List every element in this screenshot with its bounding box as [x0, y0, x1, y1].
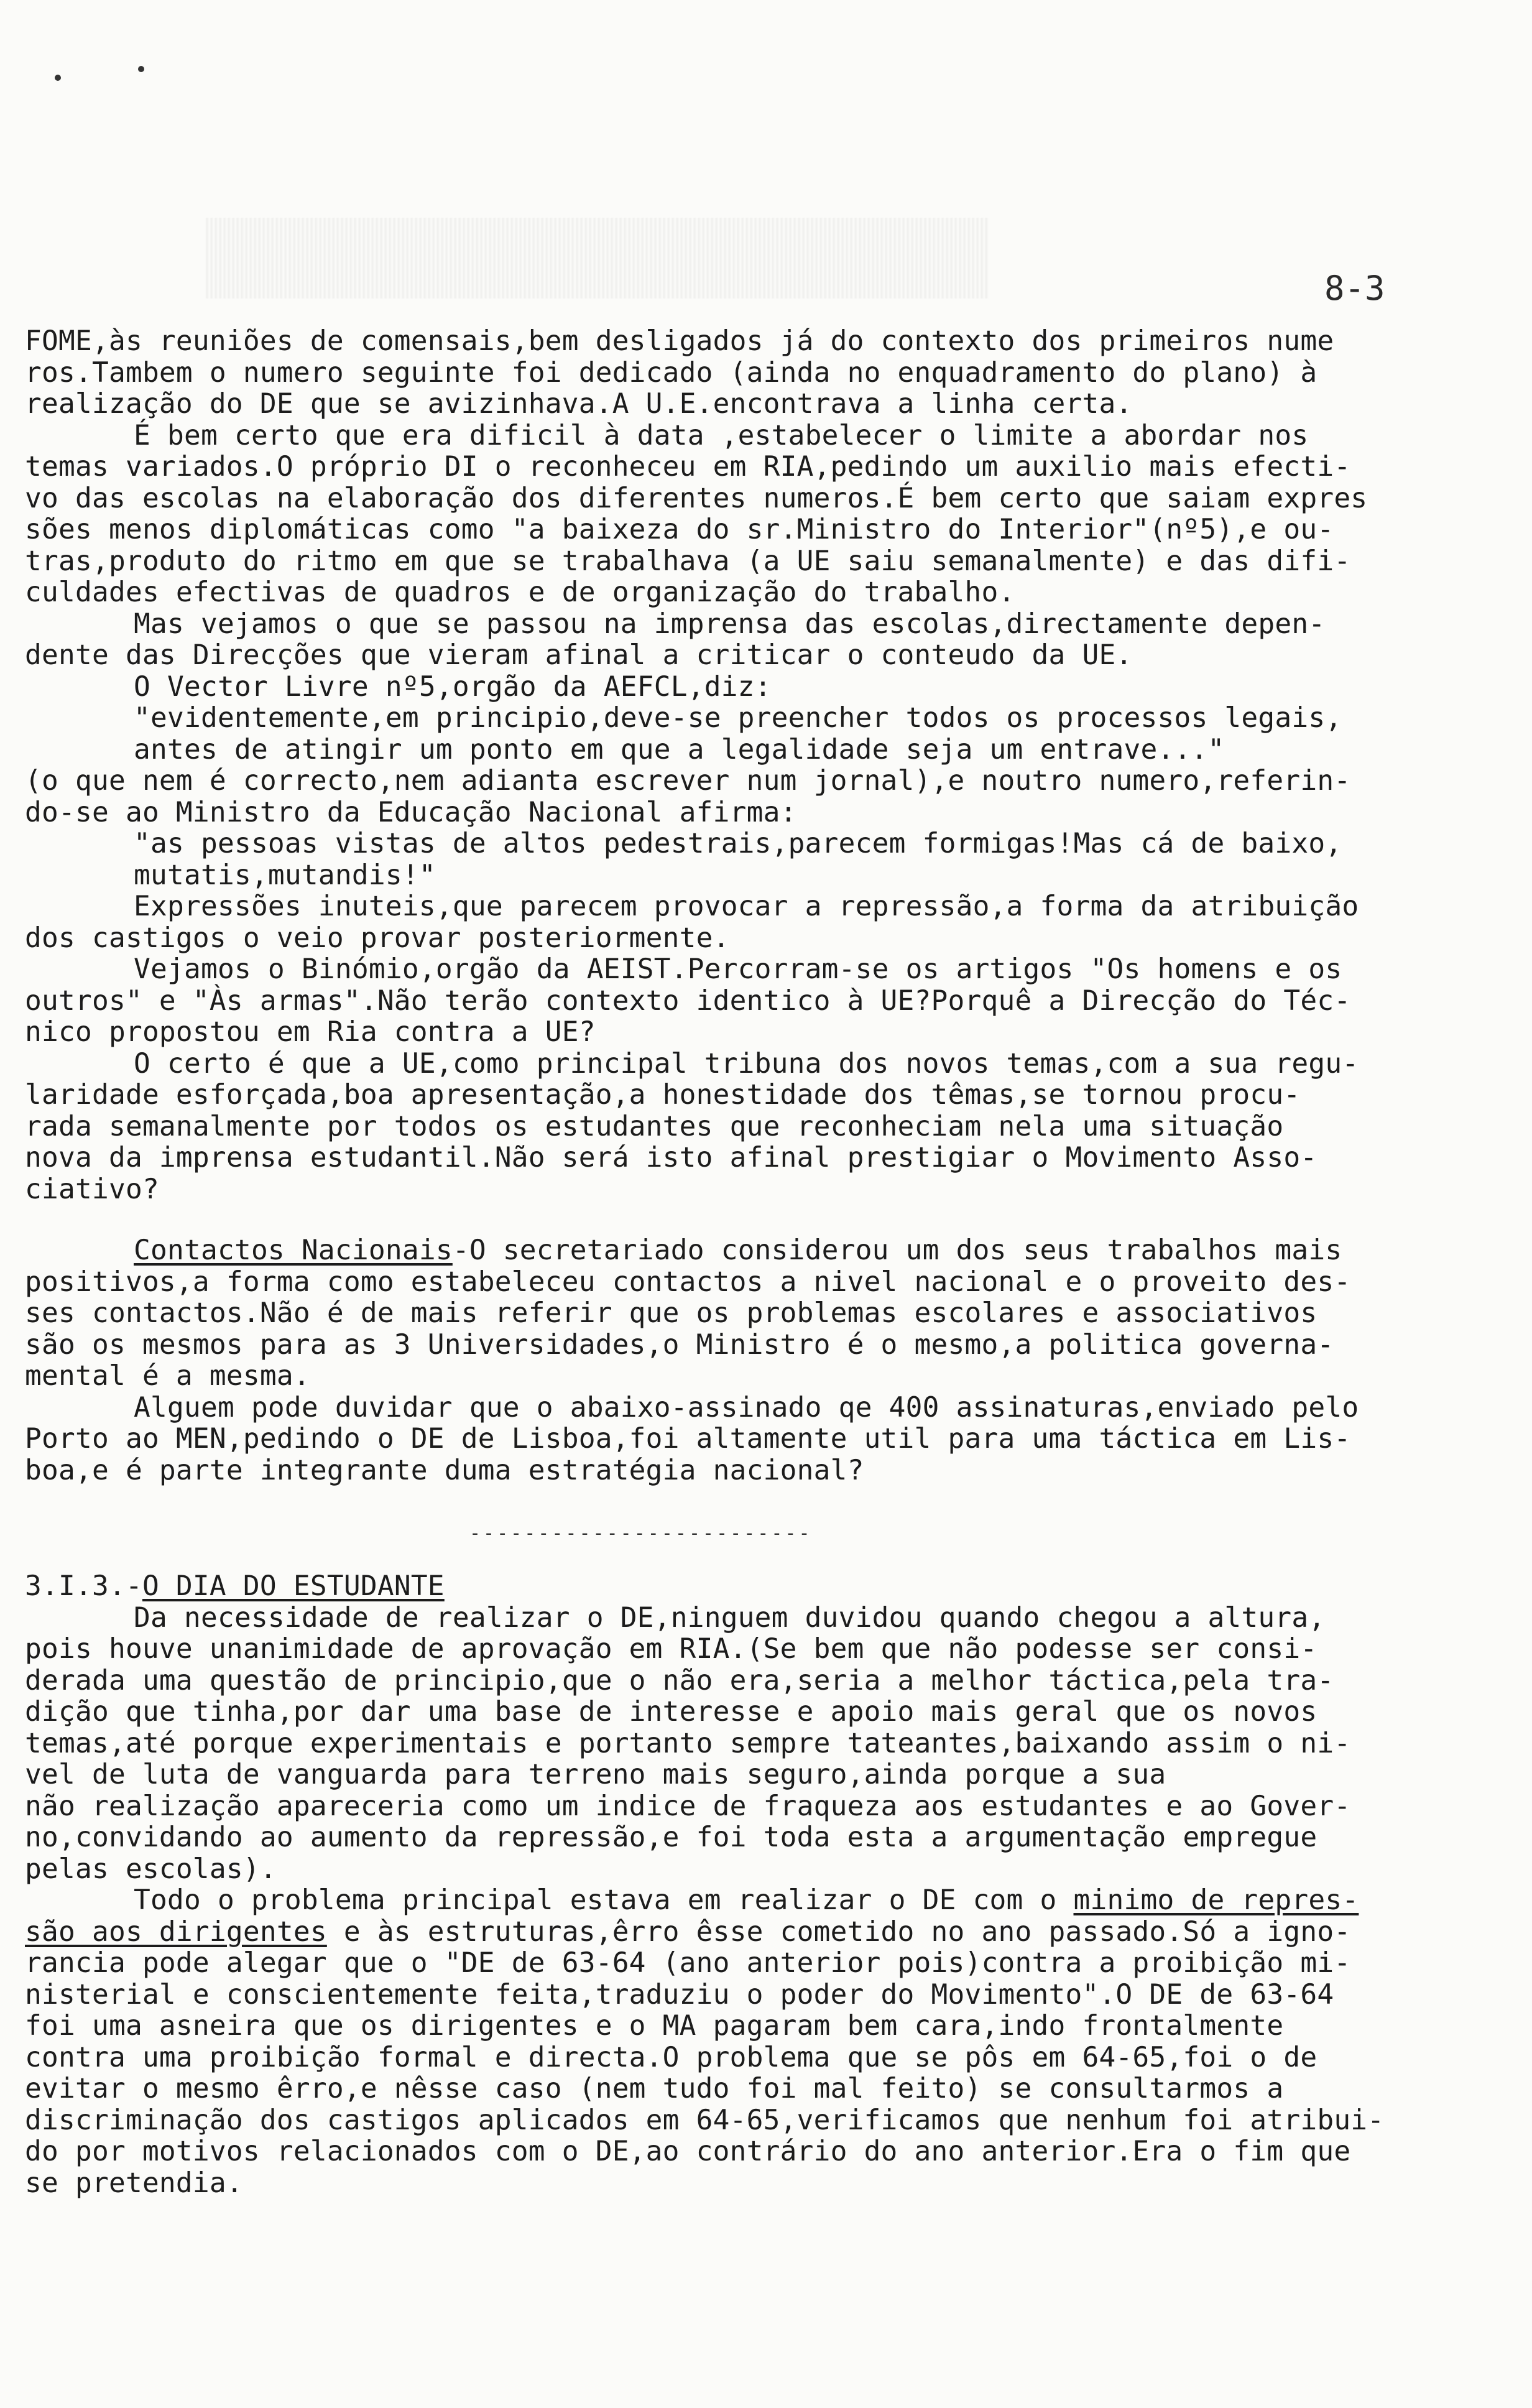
text-line: dente das Direcções que vieram afinal a criticar o conteudo da UE. — [25, 639, 1133, 671]
text-segment: Da necessidade de realizar o DE,ninguem duvidou quando chegou a altura, — [134, 1601, 1326, 1634]
text-line — [25, 2105, 1517, 2137]
text-segment: pois houve unanimidade de aprovação em RIA.(Se bem que não podesse ser consi- — [25, 1633, 1317, 1665]
text-block-dia-do-estudante — [25, 1571, 1517, 2199]
text-segment: do por motivos relacionados com o DE,ao contrário do ano anterior.Era o fim que — [25, 2136, 1351, 2167]
text-line: O Vector Livre nº5,orgão da AEFCL,diz: — [134, 670, 772, 703]
page-number: 8-3 — [1324, 269, 1385, 308]
text-segment: derada uma questão de principio,que o não era,seria a melhor táctica,pela tra- — [25, 1664, 1334, 1697]
text-line: vo das escolas na elaboração dos diferentes numeros.É bem certo que saiam expres — [25, 482, 1368, 514]
underlined-heading: Contactos Nacionais — [134, 1234, 453, 1266]
text-line: ciativo? — [25, 1173, 159, 1205]
text-line — [25, 1361, 1517, 1392]
text-line: "evidentemente,em principio,deve-se preencher todos os processos legais, — [134, 702, 1342, 734]
scan-speck — [55, 75, 61, 81]
text-line — [25, 1728, 1517, 1760]
text-segment: e às estruturas,êrro êsse cometido no ano passado.Só a igno- — [326, 1915, 1351, 1948]
text-line — [25, 1571, 1517, 1603]
text-segment: -O secretariado considerou um dos seus trabalhos mais — [452, 1234, 1342, 1266]
text-segment: rancia pode alegar que o "DE de 63-64 (ano anterior pois)contra a proibição mi- — [25, 1947, 1351, 1979]
text-line — [25, 1665, 1517, 1697]
text-line: ros.Tambem o numero seguinte foi dedicado (ainda no enquadramento do plano) à — [25, 356, 1317, 389]
scan-speck — [138, 66, 144, 72]
text-line: nova da imprensa estudantil.Não será isto afinal prestigiar o Movimento Asso- — [25, 1142, 1317, 1174]
text-line — [25, 1759, 1517, 1791]
text-line — [25, 2042, 1517, 2074]
text-line: O certo é que a UE,como principal tribuna dos novos temas,com a sua regu- — [134, 1047, 1359, 1080]
text-block-contactos — [25, 1235, 1517, 1486]
text-line — [25, 2168, 1517, 2200]
underlined-heading: minimo de repres- — [1073, 1884, 1359, 1916]
text-line — [25, 1980, 1517, 2011]
text-line: laridade esforçada,boa apresentação,a honestidade dos têmas,se tornou procu- — [25, 1079, 1301, 1111]
text-line — [25, 1603, 1517, 1634]
text-line — [25, 2011, 1517, 2042]
text-line — [25, 1791, 1517, 1823]
text-segment: Alguem pode duvidar que o abaixo-assinado qe 400 assinaturas,enviado pelo — [134, 1391, 1359, 1424]
section-separator: ------------------------- — [469, 1522, 813, 1544]
text-line — [25, 1267, 1517, 1299]
text-line — [25, 1424, 1517, 1455]
text-line — [25, 1330, 1517, 1361]
underlined-heading: são aos dirigentes — [25, 1915, 327, 1948]
text-line — [25, 1917, 1517, 1948]
text-line: nico propostou em Ria contra a UE? — [25, 1016, 596, 1048]
scan-artifact — [205, 218, 989, 299]
text-line — [25, 2073, 1517, 2105]
text-line — [25, 1885, 1517, 1917]
text-line: realização do DE que se avizinhava.A U.E.encontrava a linha certa. — [25, 388, 1133, 420]
text-line: "as pessoas vistas de altos pedestrais,parecem formigas!Mas cá de baixo, — [134, 828, 1342, 859]
text-segment: Porto ao MEN,pedindo o DE de Lisboa,foi altamente util para uma táctica em Lis- — [25, 1423, 1351, 1455]
underlined-heading: O DIA DO ESTUDANTE — [142, 1570, 445, 1602]
text-segment: evitar o mesmo êrro,e nêsse caso (nem tudo foi mal feito) se consultarmos a — [25, 2073, 1284, 2105]
text-segment: discriminação dos castigos aplicados em 64-65,verificamos que nenhum foi atribui- — [25, 2104, 1385, 2136]
text-segment: no,convidando ao aumento da repressão,e foi toda esta a argumentação empregue — [25, 1822, 1317, 1853]
text-line — [25, 1854, 1517, 1886]
text-line: tras,produto do ritmo em que se trabalhava (a UE saiu semanalmente) e das difi- — [25, 545, 1351, 577]
text-block-impressa — [25, 326, 1517, 1205]
text-line: sões menos diplomáticas como "a baixeza do sr.Ministro do Interior"(nº5),e ou- — [25, 514, 1334, 545]
text-line: outros" e "Às armas".Não terão contexto identico à UE?Porquê a Direcção do Téc- — [25, 984, 1351, 1017]
text-segment: temas,até porque experimentais e portanto sempre tateantes,baixando assim o ni- — [25, 1727, 1351, 1759]
text-segment: positivos,a forma como estabeleceu contactos a nivel nacional e o proveito des- — [25, 1266, 1351, 1298]
text-segment: pelas escolas). — [25, 1853, 277, 1885]
text-line — [25, 1455, 1517, 1487]
text-line — [25, 1235, 1517, 1267]
text-line: (o que nem é correcto,nem adianta escrever num jornal),e noutro numero,referin- — [25, 765, 1351, 797]
text-segment: nisterial e conscientemente feita,traduziu o poder do Movimento".O DE de 63-64 — [25, 1978, 1334, 2011]
text-line: rada semanalmente por todos os estudantes que reconheciam nela uma situação — [25, 1110, 1284, 1142]
text-line: Mas vejamos o que se passou na imprensa das escolas,directamente depen- — [134, 608, 1326, 640]
text-segment: 3.I.3.- — [25, 1570, 142, 1602]
text-line — [25, 1697, 1517, 1728]
text-segment: mental é a mesma. — [25, 1360, 310, 1392]
text-segment: são os mesmos para as 3 Universidades,o Ministro é o mesmo,a politica governa- — [25, 1328, 1334, 1361]
text-segment: contra uma proibição formal e directa.O problema que se pôs em 64-65,foi o de — [25, 2041, 1317, 2073]
text-line: temas variados.O próprio DI o reconheceu em RIA,pedindo um auxilio mais efecti- — [25, 451, 1351, 483]
text-segment: não realização apareceria como um indice de fraqueza aos estudantes e ao Gover- — [25, 1790, 1351, 1822]
text-line — [25, 1822, 1517, 1854]
text-segment: boa,e é parte integrante duma estratégia nacional? — [25, 1454, 864, 1486]
text-segment: foi uma asneira que os dirigentes e o MA pagaram bem cara,indo frontalmente — [25, 2010, 1284, 2042]
text-line: É bem certo que era dificil à data ,estabelecer o limite a abordar nos — [134, 419, 1309, 452]
text-line — [25, 1392, 1517, 1424]
text-line: antes de atingir um ponto em que a legalidade seja um entrave..." — [134, 733, 1225, 766]
text-line: Expressões inuteis,que parecem provocar a repressão,a forma da atribuição — [134, 891, 1359, 922]
text-line — [25, 1634, 1517, 1665]
text-segment: se pretendia. — [25, 2167, 243, 2199]
text-line: do-se ao Ministro da Educação Nacional afirma: — [25, 796, 797, 828]
text-line — [25, 1948, 1517, 1980]
text-line: culdades efectivas de quadros e de organização do trabalho. — [25, 577, 1015, 608]
text-line: FOME,às reuniões de comensais,bem desligados já do contexto dos primeiros nume — [25, 325, 1334, 357]
text-line — [25, 2136, 1517, 2168]
text-segment: ses contactos.Não é de mais referir que os problemas escolares e associativos — [25, 1297, 1317, 1329]
text-line — [25, 1298, 1517, 1330]
text-line: dos castigos o veio provar posteriormente. — [25, 922, 730, 954]
text-line: Vejamos o Binómio,orgão da AEIST.Percorram-se os artigos "Os homens e os — [134, 953, 1342, 985]
text-segment: dição que tinha,por dar uma base de interesse e apoio mais geral que os novos — [25, 1696, 1317, 1728]
text-segment: vel de luta de vanguarda para terreno mais seguro,ainda porque a sua — [25, 1759, 1166, 1790]
text-line: mutatis,mutandis!" — [134, 859, 436, 891]
text-segment: Todo o problema principal estava em realizar o DE com o — [134, 1884, 1074, 1916]
